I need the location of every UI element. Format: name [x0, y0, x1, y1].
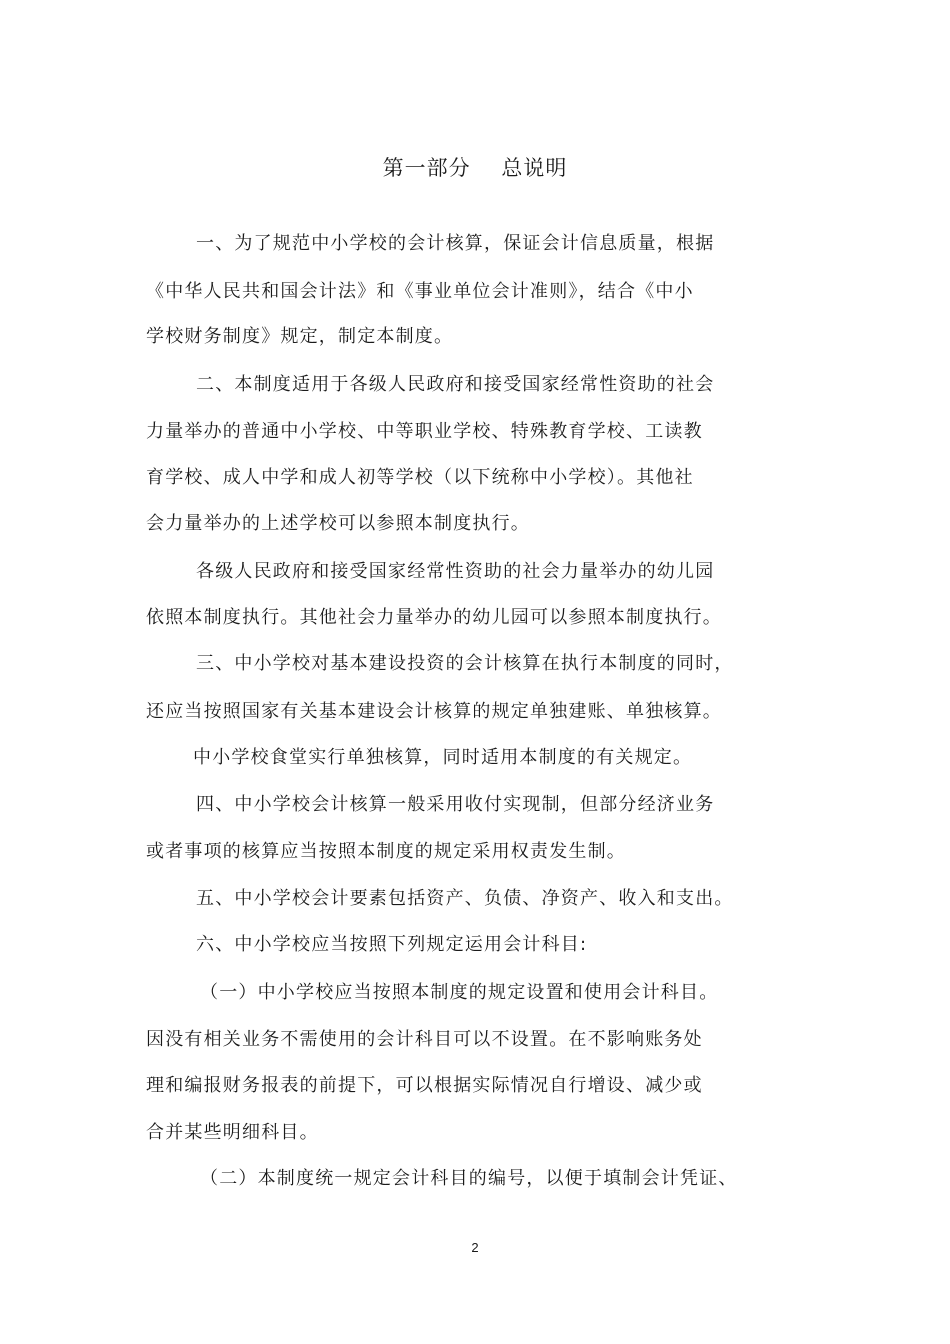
paragraph-line: 中小学校食堂实行单独核算，同时适用本制度的有关规定。 [193, 747, 693, 768]
paragraph-line: 理和编报财务报表的前提下，可以根据实际情况自行增设、减少或 [146, 1075, 703, 1096]
paragraph-line: 三、中小学校对基本建设投资的会计核算在执行本制度的同时， [196, 653, 734, 674]
paragraph-line: 六、中小学校应当按照下列规定运用会计科目: [196, 934, 588, 955]
page-title: 第一部分 总说明 [382, 156, 568, 180]
paragraph-line: 二、本制度适用于各级人民政府和接受国家经常性资助的社会 [196, 374, 715, 395]
paragraph-line: 各级人民政府和接受国家经常性资助的社会力量举办的幼儿园 [196, 561, 715, 582]
page-number: 2 [471, 1240, 479, 1255]
paragraph-line: 因没有相关业务不需使用的会计科目可以不设置。在不影响账务处 [146, 1029, 703, 1050]
paragraph-line: 合并某些明细科目。 [146, 1122, 319, 1143]
paragraph-line: 育学校、成人中学和成人初等学校（以下统称中小学校）。其他社 [146, 467, 694, 488]
paragraph-line: （二）本制度统一规定会计科目的编号，以便于填制会计凭证、 [200, 1168, 738, 1189]
paragraph-line: 《中华人民共和国会计法》和《事业单位会计准则》，结合《中小 [146, 281, 694, 302]
paragraph-line: 或者事项的核算应当按照本制度的规定采用权责发生制。 [146, 841, 626, 862]
paragraph-line: 会力量举办的上述学校可以参照本制度执行。 [146, 513, 530, 534]
paragraph-line: 依照本制度执行。其他社会力量举办的幼儿园可以参照本制度执行。 [146, 607, 722, 628]
paragraph-line: 一、为了规范中小学校的会计核算，保证会计信息质量，根据 [196, 233, 715, 254]
paragraph-line: 学校财务制度》规定，制定本制度。 [146, 326, 454, 347]
paragraph-line: 力量举办的普通中小学校、中等职业学校、特殊教育学校、工读教 [146, 421, 703, 442]
paragraph-line: （一）中小学校应当按照本制度的规定设置和使用会计科目。 [200, 982, 719, 1003]
paragraph-line: 四、中小学校会计核算一般采用收付实现制，但部分经济业务 [196, 794, 715, 815]
paragraph-line: 五、中小学校会计要素包括资产、负债、净资产、收入和支出。 [196, 888, 734, 909]
paragraph-line: 还应当按照国家有关基本建设会计核算的规定单独建账、单独核算。 [146, 701, 722, 722]
